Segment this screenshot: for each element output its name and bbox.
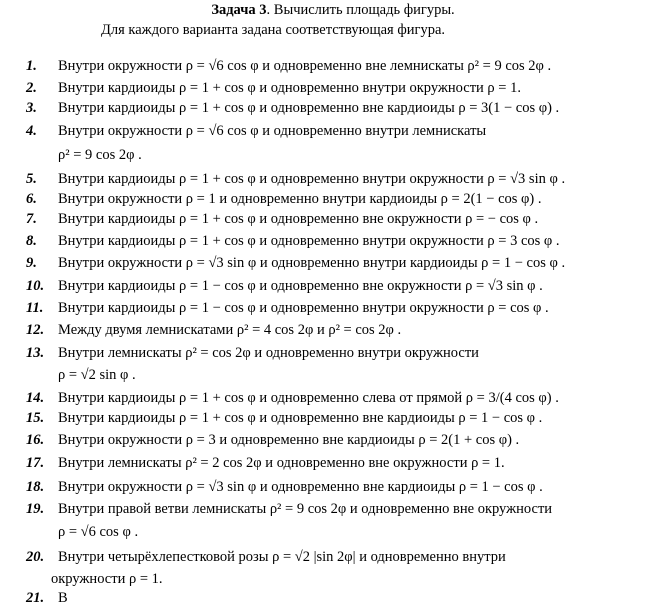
item-number: 18. (26, 479, 45, 495)
item-number: 16. (26, 432, 45, 448)
item-number: 19. (26, 501, 45, 517)
item-text: Внутри кардиоиды ρ = 1 + cos φ и одновременно внутри окружности ρ = 3 cos φ . (58, 233, 560, 249)
item-number: 21. (26, 590, 45, 606)
item-text: Внутри кардиоиды ρ = 1 − cos φ и одновременно вне окружности ρ = √3 sin φ . (58, 278, 543, 294)
item-text: Внутри кардиоиды ρ = 1 + cos φ и одновременно внутри окружности ρ = √3 sin φ . (58, 171, 566, 187)
item-number: 9. (26, 255, 37, 271)
task-text: . Вычислить площадь фигуры. (266, 2, 455, 18)
item-number: 11. (26, 300, 44, 316)
item-text: Внутри окружности ρ = √6 cos φ и одновременно вне лемнискаты ρ² = 9 cos 2φ . (58, 58, 552, 74)
item-number: 7. (26, 211, 37, 227)
item-text: Внутри кардиоиды ρ = 1 − cos φ и одновременно внутри окружности ρ = cos φ . (58, 300, 549, 316)
item-text-continuation: окружности ρ = 1. (51, 571, 163, 587)
item-text: Внутри окружности ρ = 3 и одновременно вне кардиоиды ρ = 2(1 + cos φ) . (58, 432, 520, 448)
item-text: Внутри кардиоиды ρ = 1 + cos φ и одновременно вне кардиоиды ρ = 3(1 − cos φ) . (58, 100, 560, 116)
task-title (0, 2, 666, 19)
item-number: 8. (26, 233, 37, 249)
item-text: Внутри окружности ρ = √6 cos φ и одновременно внутри лемнискаты (58, 123, 487, 139)
item-number: 3. (26, 100, 37, 116)
item-number: 1. (26, 58, 37, 74)
item-text-continuation: ρ = √2 sin φ . (58, 367, 136, 383)
item-number: 10. (26, 278, 45, 294)
item-number: 12. (26, 322, 45, 338)
item-number: 15. (26, 410, 45, 426)
item-text: Внутри правой ветви лемнискаты ρ² = 9 cos 2φ и одновременно вне окружности (58, 501, 553, 517)
item-number: 14. (26, 390, 45, 406)
item-text: Внутри кардиоиды ρ = 1 + cos φ и одновременно вне окружности ρ = − cos φ . (58, 211, 539, 227)
item-text: Внутри лемнискаты ρ² = cos 2φ и одновременно внутри окружности (58, 345, 479, 361)
item-number: 2. (26, 80, 37, 96)
task-subtitle: Для каждого варианта задана соответствующая фигура. (101, 22, 446, 38)
item-text-continuation: ρ = √6 cos φ . (58, 524, 139, 540)
item-text: Внутри лемнискаты ρ² = 2 cos 2φ и одновременно вне окружности ρ = 1. (58, 455, 505, 471)
item-text-continuation: ρ² = 9 cos 2φ . (58, 147, 142, 163)
item-number: 20. (26, 549, 45, 565)
item-text: Внутри кардиоиды ρ = 1 + cos φ и одновременно слева от прямой ρ = 3/(4 cos φ) . (58, 390, 559, 406)
item-text: Внутри окружности ρ = √3 sin φ и одновременно внутри кардиоиды ρ = 1 − cos φ . (58, 255, 566, 271)
item-number: 5. (26, 171, 37, 187)
item-text: Внутри окружности ρ = 1 и одновременно внутри кардиоиды ρ = 2(1 − cos φ) . (58, 191, 542, 207)
item-text: Между двумя лемнискатами ρ² = 4 cos 2φ и ρ² = cos 2φ . (58, 322, 402, 338)
item-text: Внутри четырёхлепестковой розы ρ = √2 |sin 2φ| и одновременно внутри (58, 549, 506, 565)
task-label: Задача 3 (211, 2, 267, 18)
item-text: В (58, 590, 68, 606)
item-number: 6. (26, 191, 37, 207)
item-text: Внутри окружности ρ = √3 sin φ и одновременно вне кардиоиды ρ = 1 − cos φ . (58, 479, 543, 495)
item-text: Внутри кардиоиды ρ = 1 + cos φ и одновременно вне кардиоиды ρ = 1 − cos φ . (58, 410, 543, 426)
item-number: 13. (26, 345, 45, 361)
item-number: 17. (26, 455, 45, 471)
item-number: 4. (26, 123, 37, 139)
item-text: Внутри кардиоиды ρ = 1 + cos φ и одновременно внутри окружности ρ = 1. (58, 80, 521, 96)
